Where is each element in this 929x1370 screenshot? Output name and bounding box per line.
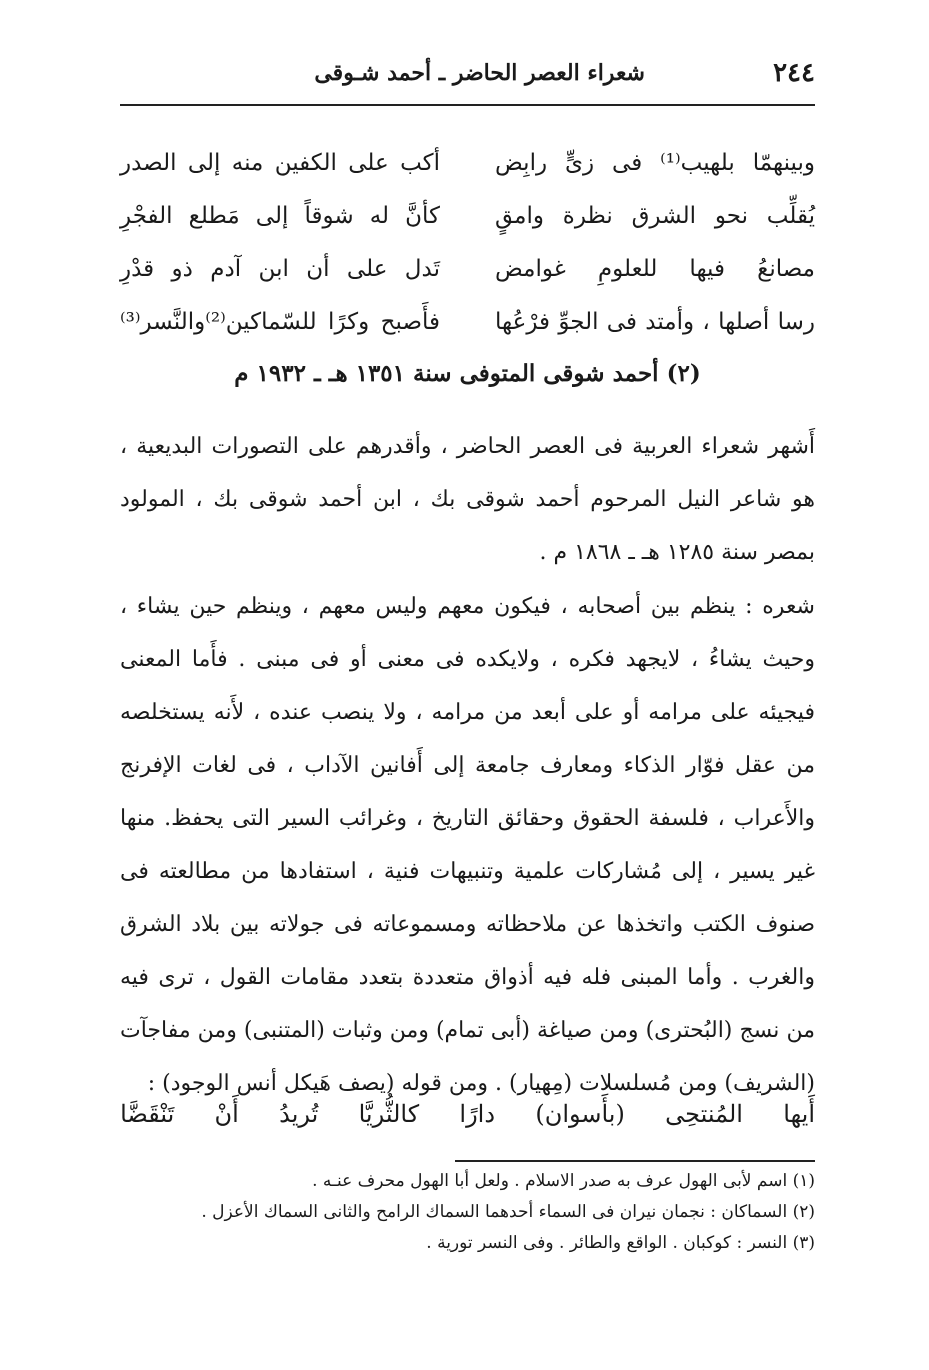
verse-word: تَنْقَضَّا (120, 1100, 175, 1128)
poem-hemistich-first: رسا أصلها ، وأمتد فى الجوِّ فرْعُها (495, 309, 815, 335)
footnotes (120, 1168, 815, 1261)
poem-hemistich-first: وبينهمّا بلهيب⁽¹⁾ فى زىٍّ رابِض (495, 150, 815, 176)
footnote: (٢) السماكان : نجمان نيران فى السماء أحدهما السماك الرامح والثانى السماك الأعزل . (201, 1202, 815, 1222)
section-heading: (٢) أحمد شوقى المتوفى سنة ١٣٥١ هـ ـ ١٩٣٢ م (234, 360, 701, 387)
poem-couplet (120, 256, 815, 309)
footnote: (٣) النسر : كوكبان . الواقع والطائر . وفى النسر تورية . (426, 1233, 815, 1253)
poem-couplet (120, 150, 815, 203)
verse-word: تُريدُ (279, 1100, 319, 1128)
poem-hemistich-first: يُقلِّب نحو الشرق نظرة وامقٍ (495, 203, 815, 229)
verse-word: أَيها (783, 1100, 815, 1128)
paragraph-text: أَشهر شعراء العربية فى العصر الحاضر ، وأقدرهم على التصورات البديعية ، هو شاعر النيل المرحوم أحمد شوقى بك ، ابن أحمد شوقى بك ، المولود بمصر سنة ١٢٨٥ هـ ـ ١٨٦٨ م . (120, 434, 816, 565)
poem-hemistich-second: تَدل على أن ابن آدم ذو قدْرِ (120, 256, 440, 282)
verse-word: دارًا (459, 1100, 496, 1128)
footnote: (١) اسم لأبى الهول عرف به صدر الاسلام . ولعل أبا الهول محرف عنـه . (312, 1171, 815, 1191)
poem-couplet (120, 203, 815, 256)
page-header (120, 58, 815, 98)
verse-word: المُنتحِى (665, 1100, 743, 1128)
paragraph-text: شعره : ينظم بين أصحابه ، فيكون معهم وليس معهم ، وينظم حين يشاء ، وحيث يشاءُ ، لايجهد فكره ، ولايكده فى معنى أو فى مبنى . فأَما المعنى فيجيئه على مرامه أو على أبعد من مرامه ، ولا ينصب عنده ، لأَنه يستخلصه من عقل فوّار الذكاء ومعارف جامعة إلى أَفانين الآداب ، فى لغات الإفرنج والأَعراب ، فلسفة الحقوق وحقائق التاريخ ، وغرائب السير التى يحفظ. منها غير يسير ، إلى مُشاركات علمية وتنبيهات فنية ، استفادها من مطالعته فى صنوف الكتب واتخذها عن ملاحظاته ومسموعاته فى جولاته بين بلاد الشرق والغرب . وأما المبنى فله فيه أذواق متعددة بتعدد مقامات القول ، ترى فيه من نسج (البُحترى) ومن صياغة (أبى تمام) ومن وثبات (المتنبى) ومن مفاجآت (الشريف) ومن مُسلسلات (مِهيار) . ومن قوله (يصف هَيكل أنس الوجود) : (120, 594, 815, 1096)
poem-hemistich-second: كأنَّ له شوقاً إلى مَطلع الفجْرِ (120, 203, 440, 229)
page-number: ٢٤٤ (773, 58, 815, 88)
verse-word: (بأَسوان) (535, 1100, 625, 1128)
biography-paragraph (120, 420, 815, 579)
header-rule (120, 104, 815, 106)
poem-couplet (120, 309, 815, 362)
verse-word: كالثُّريَّا (358, 1100, 420, 1128)
poetry-paragraph (120, 580, 815, 1110)
verse-word: أَنْ (214, 1100, 239, 1128)
poem-hemistich-second: أكب على الكفين منه إلى الصدر (120, 150, 440, 176)
verse-line (120, 1100, 815, 1140)
poem-hemistich-first: مصانعُ فيها للعلومِ غوامض (495, 256, 815, 282)
poem-hemistich-second: فأَصبح وكرًا للسّماكين⁽²⁾والنَّسر⁽³⁾ (120, 309, 440, 335)
footnote-rule (455, 1160, 815, 1162)
poem-block (120, 150, 815, 362)
running-title: شعراء العصر الحاضر ـ أحمد شـوقى (314, 60, 645, 86)
